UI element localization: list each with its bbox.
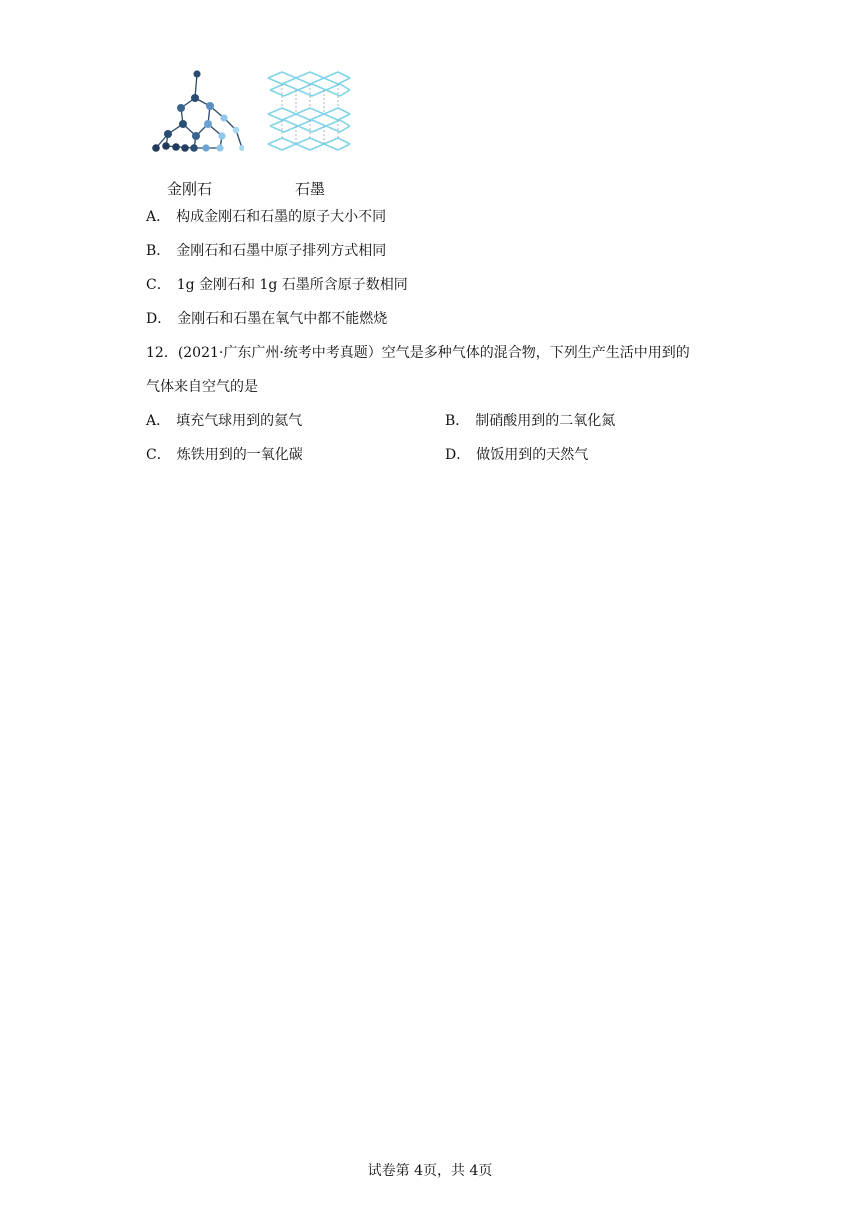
q11-option-c (146, 275, 408, 295)
q11-option-a (146, 207, 386, 227)
option-letter: D． (445, 447, 471, 463)
q11-option-d (146, 309, 387, 329)
graphite-caption: 石墨 (295, 180, 326, 198)
q11-option-b (146, 241, 386, 261)
option-letter: A． (146, 209, 171, 225)
diamond-caption: 金刚石 (167, 180, 213, 198)
option-letter: B． (445, 413, 470, 429)
option-letter: C． (146, 447, 171, 463)
graphite-structure-image (264, 68, 354, 160)
option-letter: C． (146, 277, 171, 293)
option-text: 金刚石和石墨中原子排列方式相同 (176, 243, 387, 259)
q12-stem-line2: 气体来自空气的是 (146, 379, 258, 395)
option-text: 填充气球用到的氦气 (176, 413, 303, 429)
option-text: 做饭用到的天然气 (476, 447, 589, 463)
option-text: 金刚石和石墨在氧气中都不能燃烧 (177, 311, 388, 327)
option-text: 1g 金刚石和 1g 石墨所含原子数相同 (176, 277, 408, 293)
carbon-structures-figure (140, 66, 380, 201)
option-letter: D． (146, 311, 172, 327)
q12-stem-line1: 12．(2021·广东广州·统考中考真题）空气是多种气体的混合物，下列生产生活中用到的 (146, 345, 690, 361)
option-text: 构成金刚石和石墨的原子大小不同 (176, 209, 387, 225)
q12-option-c (146, 445, 303, 465)
q12-option-b (445, 411, 615, 431)
diamond-structure-image (148, 66, 244, 156)
option-text: 炼铁用到的一氧化碳 (176, 447, 303, 463)
option-letter: B． (146, 243, 171, 259)
page-footer: 试卷第 4页，共 4页 (367, 1163, 493, 1179)
q12-option-d (445, 445, 588, 465)
option-letter: A． (146, 413, 171, 429)
option-text: 制硝酸用到的二氧化氮 (475, 413, 616, 429)
q12-option-a (146, 411, 302, 431)
